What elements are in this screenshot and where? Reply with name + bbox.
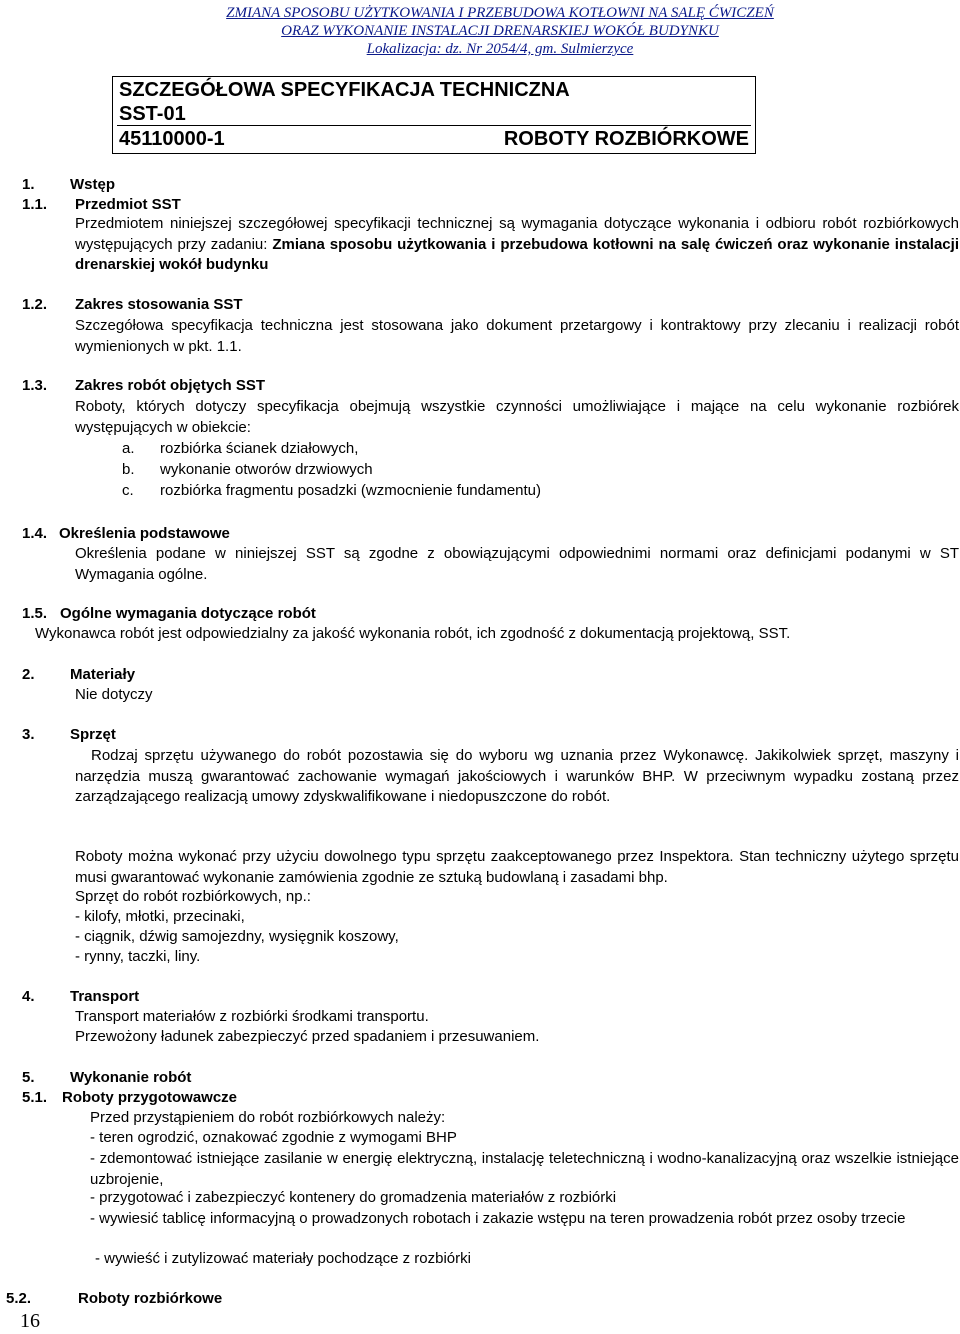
title-divider bbox=[117, 125, 751, 126]
section-4-line-2: Przewożony ładunek zabezpieczyć przed spadaniem i przesuwaniem. bbox=[75, 1028, 540, 1045]
section-3-paragraph-3: Sprzęt do robót rozbiórkowych, np.: bbox=[75, 888, 311, 905]
page-number: 16 bbox=[20, 1310, 40, 1332]
section-3-title: Sprzęt bbox=[70, 726, 116, 743]
list-item: wykonanie otworów drzwiowych bbox=[160, 461, 373, 478]
list-item: - wywiesić tablicę informacyjną o prowadzonych robotach i zakazie wstępu na teren prowadzenia robót przez osoby trzecie bbox=[90, 1210, 906, 1227]
section-3-paragraph-2: Roboty można wykonać przy użyciu dowolnego typu sprzętu zaakceptowanego przez Inspektora. Stan techniczny użytego sprzętu musi gwarantować wykonanie zamówienia zgodnie ze sztuką budowlaną i zasadami bhp. bbox=[75, 848, 959, 886]
section-1-number: 1. bbox=[22, 176, 35, 193]
section-1-4-text: Określenia podane w niniejszej SST są zgodne z obowiązującymi odpowiednimi normami oraz definicjami podanymi w ST Wymagania ogólne. bbox=[75, 545, 959, 583]
section-1-4-title: Określenia podstawowe bbox=[59, 525, 230, 542]
spec-code: SST-01 bbox=[119, 103, 186, 125]
spec-cpv-code: 45110000-1 bbox=[119, 128, 225, 150]
section-1-1-text-a: Przedmiotem niniejszej szczegółowej specyfikacji technicznej są wymagania dotyczące wykonania i odbioru robót rozbiórkowych występujących przy zadaniu: bbox=[75, 215, 959, 253]
section-1-5-number: 1.5. bbox=[22, 605, 48, 622]
list-item: - zdemontować istniejące zasilanie w energię elektryczną, instalację teletechniczną i wodno-kanalizacyjną oraz wszelkie istniejące uzbrojenie, bbox=[90, 1150, 959, 1188]
list-item: - ciągnik, dźwig samojezdny, wysięgnik koszowy, bbox=[75, 928, 399, 945]
list-item: - kilofy, młotki, przecinaki, bbox=[75, 908, 245, 925]
section-5-1-title: Roboty przygotowawcze bbox=[62, 1089, 238, 1106]
section-1-3-number: 1.3. bbox=[22, 377, 48, 394]
list-item-marker: c. bbox=[122, 482, 134, 499]
list-item: rozbiórka ścianek działowych, bbox=[160, 440, 359, 457]
section-5-number: 5. bbox=[22, 1069, 35, 1086]
section-1-2-number: 1.2. bbox=[22, 296, 48, 313]
section-4-number: 4. bbox=[22, 988, 35, 1005]
section-1-2-title: Zakres stosowania SST bbox=[75, 296, 243, 313]
section-3-number: 3. bbox=[22, 726, 35, 743]
title-box bbox=[112, 76, 756, 154]
section-5-1-number: 5.1. bbox=[22, 1089, 48, 1106]
section-2-title: Materiały bbox=[70, 666, 136, 683]
list-item: - przygotować i zabezpieczyć kontenery do gromadzenia materiałów z rozbiórki bbox=[90, 1189, 617, 1206]
section-1-5-text: Wykonawca robót jest odpowiedzialny za jakość wykonania robót, ich zgodność z dokumentacją projektową, SST. bbox=[35, 625, 791, 642]
document-header bbox=[120, 4, 880, 58]
section-5-title: Wykonanie robót bbox=[70, 1069, 192, 1086]
list-item-marker: b. bbox=[122, 461, 135, 478]
section-1-1-text-b: Zmiana sposobu użytkowania i przebudowa kotłowni na salę ćwiczeń oraz wykonanie instalacji drenarskiej wokół budynku bbox=[75, 235, 959, 273]
section-2-number: 2. bbox=[22, 666, 35, 683]
section-5-2-number: 5.2. bbox=[6, 1290, 32, 1307]
section-4-title: Transport bbox=[70, 988, 140, 1005]
header-line-3: Lokalizacja: dz. Nr 2054/4, gm. Sulmierzyce bbox=[366, 41, 634, 57]
list-item: rozbiórka fragmentu posadzki (wzmocnienie fundamentu) bbox=[160, 482, 542, 499]
list-item-marker: a. bbox=[122, 440, 135, 457]
header-line-1: ZMIANA SPOSOBU UŻYTKOWANIA I PRZEBUDOWA KOTŁOWNI NA SALĘ ĆWICZEŃ bbox=[226, 5, 774, 21]
list-item: - teren ogrodzić, oznakować zgodnie z wymogami BHP bbox=[90, 1129, 457, 1146]
header-line-2: ORAZ WYKONANIE INSTALACJI DRENARSKIEJ WOKÓŁ BUDYNKU bbox=[281, 23, 719, 39]
section-1-5-title: Ogólne wymagania dotyczące robót bbox=[60, 605, 316, 622]
section-5-1-intro: Przed przystąpieniem do robót rozbiórkowych należy: bbox=[90, 1109, 446, 1126]
section-1-1-title: Przedmiot SST bbox=[75, 196, 181, 213]
section-1-1-text bbox=[75, 214, 959, 276]
section-1-1-number: 1.1. bbox=[22, 196, 48, 213]
section-1-3-text: Roboty, których dotyczy specyfikacja obejmują wszystkie czynności umożliwiające i mające na celu wykonanie rozbiórek występujących w obiekcie: bbox=[75, 398, 959, 436]
section-5-2-title: Roboty rozbiórkowe bbox=[78, 1290, 223, 1307]
section-3-paragraph-1: Rodzaj sprzętu używanego do robót pozostawia się do wyboru wg uznania przez Wykonawcę. Jakikolwiek sprzęt, maszyny i narzędzia muszą gwarantować zachowanie wymagań jakościowych i warunków BHP. W przeciwnym wypadku zostaną przez zarządzającego realizacją umowy zdyskwalifikowane i niedopuszczone do robót. bbox=[75, 747, 959, 805]
section-4-line-1: Transport materiałów z rozbiórki środkami transportu. bbox=[75, 1008, 429, 1025]
section-1-2-text: Szczegółowa specyfikacja techniczna jest stosowana jako dokument przetargowy i kontraktowy przy zlecaniu i realizacji robót wymienionych w pkt. 1.1. bbox=[75, 317, 959, 355]
section-1-4-number: 1.4. bbox=[22, 525, 48, 542]
spec-title: SZCZEGÓŁOWA SPECYFIKACJA TECHNICZNA bbox=[119, 79, 570, 101]
section-2-text: Nie dotyczy bbox=[75, 686, 153, 703]
section-1-3-title: Zakres robót objętych SST bbox=[75, 377, 266, 394]
list-item: - wywieść i zutylizować materiały pochodzące z rozbiórki bbox=[95, 1250, 471, 1267]
section-1-title: Wstęp bbox=[70, 176, 115, 193]
list-item: - rynny, taczki, liny. bbox=[75, 948, 201, 965]
spec-subject: ROBOTY ROZBIÓRKOWE bbox=[503, 128, 749, 150]
